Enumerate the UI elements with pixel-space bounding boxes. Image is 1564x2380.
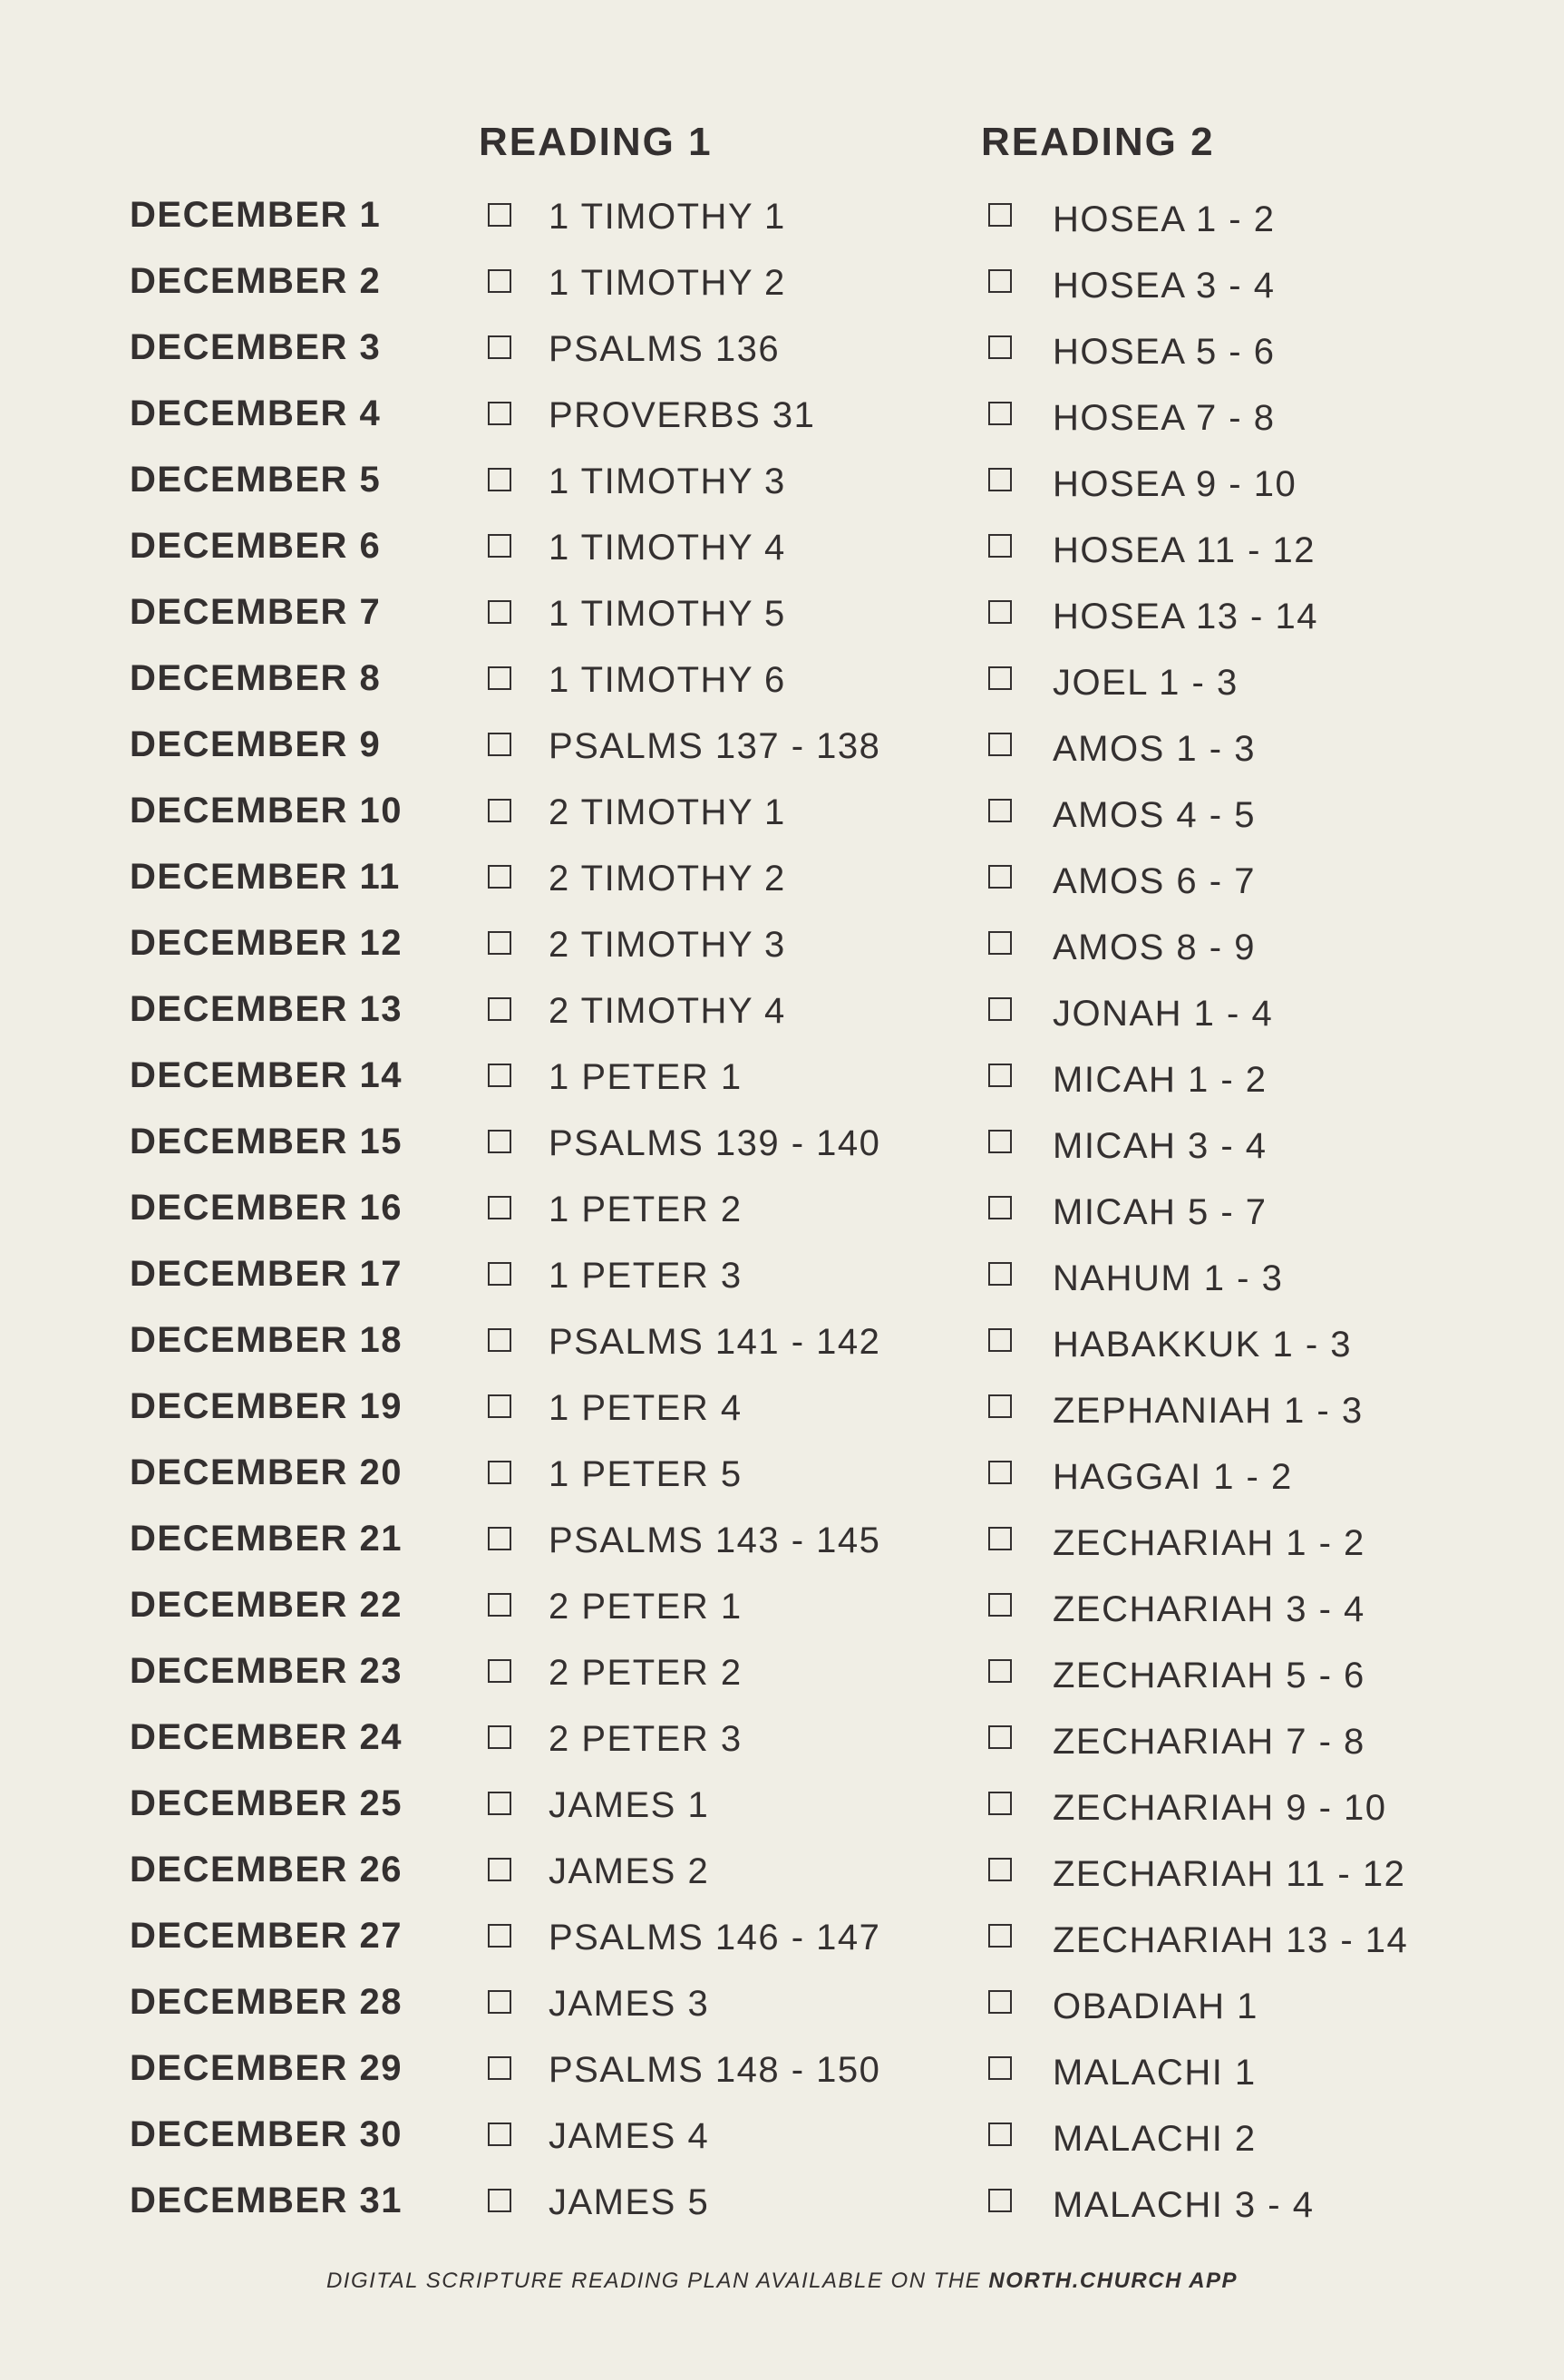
row-date: DECEMBER 11 [130, 857, 401, 897]
row-date: DECEMBER 27 [130, 1916, 403, 1956]
reading-1-checkbox[interactable] [488, 203, 511, 227]
reading-1-checkbox[interactable] [488, 1990, 511, 2014]
reading-2-text: OBADIAH 1 [1053, 1987, 1258, 2026]
schedule-row [0, 1445, 1564, 1511]
reading-2-checkbox[interactable] [988, 1858, 1012, 1881]
reading-2-text: HOSEA 9 - 10 [1053, 464, 1297, 504]
reading-2-checkbox[interactable] [988, 1527, 1012, 1550]
reading-1-text: 2 PETER 1 [549, 1587, 743, 1627]
reading-2-text: JONAH 1 - 4 [1053, 994, 1274, 1034]
row-date: DECEMBER 17 [130, 1254, 403, 1294]
row-date: DECEMBER 22 [130, 1585, 403, 1625]
reading-1-checkbox[interactable] [488, 269, 511, 293]
row-date: DECEMBER 20 [130, 1452, 403, 1492]
reading-1-checkbox[interactable] [488, 1924, 511, 1948]
reading-1-text: 1 TIMOTHY 2 [549, 263, 786, 303]
reading-1-checkbox[interactable] [488, 1394, 511, 1418]
reading-1-checkbox[interactable] [488, 1262, 511, 1286]
reading-1-text: 1 TIMOTHY 6 [549, 660, 786, 700]
reading-1-checkbox[interactable] [488, 2123, 511, 2146]
reading-2-checkbox[interactable] [988, 799, 1012, 822]
reading-2-text: JOEL 1 - 3 [1053, 663, 1239, 703]
row-date: DECEMBER 7 [130, 592, 382, 632]
reading-1-header: READING 1 [479, 120, 713, 164]
reading-1-checkbox[interactable] [488, 666, 511, 690]
column-headers [0, 115, 1564, 170]
reading-1-checkbox[interactable] [488, 1858, 511, 1881]
schedule-row [0, 651, 1564, 717]
reading-1-text: 1 TIMOTHY 1 [549, 197, 786, 237]
reading-2-checkbox[interactable] [988, 1593, 1012, 1617]
schedule-row [0, 1247, 1564, 1313]
reading-1-checkbox[interactable] [488, 2189, 511, 2212]
row-date: DECEMBER 2 [130, 261, 382, 301]
reading-1-checkbox[interactable] [488, 1328, 511, 1352]
reading-1-checkbox[interactable] [488, 468, 511, 491]
reading-1-text: 1 TIMOTHY 4 [549, 528, 786, 568]
reading-2-checkbox[interactable] [988, 468, 1012, 491]
footer-text: DIGITAL SCRIPTURE READING PLAN AVAILABLE ON THE [325, 2268, 989, 2293]
schedule-row [0, 916, 1564, 982]
reading-2-text: MALACHI 2 [1053, 2119, 1257, 2159]
row-date: DECEMBER 24 [130, 1717, 403, 1757]
row-date: DECEMBER 4 [130, 393, 382, 433]
row-date: DECEMBER 9 [130, 724, 382, 764]
reading-2-header: READING 2 [981, 120, 1215, 164]
row-date: DECEMBER 16 [130, 1188, 403, 1228]
reading-2-checkbox[interactable] [988, 1196, 1012, 1219]
schedule-row [0, 1114, 1564, 1180]
reading-2-text: HOSEA 13 - 14 [1053, 597, 1318, 636]
schedule-row [0, 1710, 1564, 1776]
reading-1-text: JAMES 4 [549, 2116, 710, 2156]
footer-app-name: NORTH.CHURCH APP [988, 2268, 1239, 2293]
reading-2-checkbox[interactable] [988, 2189, 1012, 2212]
reading-2-checkbox[interactable] [988, 1659, 1012, 1683]
reading-2-checkbox[interactable] [988, 1262, 1012, 1286]
reading-1-checkbox[interactable] [488, 1064, 511, 1087]
reading-1-text: PSALMS 141 - 142 [549, 1322, 881, 1362]
reading-2-checkbox[interactable] [988, 402, 1012, 425]
reading-2-checkbox[interactable] [988, 1792, 1012, 1815]
reading-2-text: HAGGAI 1 - 2 [1053, 1457, 1293, 1497]
schedule-row [0, 1180, 1564, 1247]
reading-1-text: 1 PETER 2 [549, 1190, 743, 1229]
reading-1-checkbox[interactable] [488, 931, 511, 955]
row-date: DECEMBER 10 [130, 791, 403, 831]
schedule-row [0, 1842, 1564, 1909]
reading-2-checkbox[interactable] [988, 2123, 1012, 2146]
reading-2-text: ZECHARIAH 11 - 12 [1053, 1854, 1406, 1894]
row-date: DECEMBER 18 [130, 1320, 403, 1360]
reading-2-checkbox[interactable] [988, 335, 1012, 359]
reading-2-text: MALACHI 1 [1053, 2053, 1257, 2093]
reading-2-checkbox[interactable] [988, 203, 1012, 227]
reading-1-checkbox[interactable] [488, 1659, 511, 1683]
reading-2-checkbox[interactable] [988, 1064, 1012, 1087]
row-date: DECEMBER 3 [130, 327, 382, 367]
reading-2-text: MICAH 3 - 4 [1053, 1126, 1268, 1166]
reading-1-checkbox[interactable] [488, 1792, 511, 1815]
footer-note [0, 2263, 1564, 2299]
row-date: DECEMBER 26 [130, 1850, 403, 1889]
reading-1-text: 1 TIMOTHY 5 [549, 594, 786, 634]
reading-1-checkbox[interactable] [488, 1461, 511, 1484]
reading-1-text: 2 TIMOTHY 1 [549, 792, 786, 832]
reading-1-checkbox[interactable] [488, 1196, 511, 1219]
schedule-row [0, 386, 1564, 452]
row-date: DECEMBER 14 [130, 1055, 403, 1095]
row-date: DECEMBER 25 [130, 1783, 403, 1823]
schedule-row [0, 1776, 1564, 1842]
reading-1-checkbox[interactable] [488, 1593, 511, 1617]
reading-1-text: 1 PETER 4 [549, 1388, 743, 1428]
reading-1-checkbox[interactable] [488, 2056, 511, 2080]
reading-2-text: HOSEA 11 - 12 [1053, 530, 1316, 570]
row-date: DECEMBER 6 [130, 526, 382, 566]
row-date: DECEMBER 21 [130, 1519, 403, 1559]
reading-2-checkbox[interactable] [988, 1461, 1012, 1484]
reading-1-text: 2 PETER 3 [549, 1719, 743, 1759]
row-date: DECEMBER 29 [130, 2048, 403, 2088]
reading-1-checkbox[interactable] [488, 1527, 511, 1550]
reading-2-checkbox[interactable] [988, 931, 1012, 955]
reading-2-text: HABAKKUK 1 - 3 [1053, 1325, 1353, 1365]
reading-1-text: PSALMS 146 - 147 [549, 1918, 881, 1957]
schedule-row [0, 1379, 1564, 1445]
reading-2-checkbox[interactable] [988, 1394, 1012, 1418]
reading-1-checkbox[interactable] [488, 733, 511, 756]
schedule-row [0, 585, 1564, 651]
reading-1-text: JAMES 1 [549, 1785, 710, 1825]
schedule-row [0, 850, 1564, 916]
reading-1-checkbox[interactable] [488, 997, 511, 1021]
row-date: DECEMBER 5 [130, 460, 382, 500]
reading-1-text: PSALMS 136 [549, 329, 781, 369]
schedule-row [0, 519, 1564, 585]
row-date: DECEMBER 15 [130, 1122, 403, 1161]
reading-1-checkbox[interactable] [488, 534, 511, 558]
reading-2-text: ZECHARIAH 1 - 2 [1053, 1523, 1365, 1563]
reading-1-text: JAMES 2 [549, 1851, 710, 1891]
schedule-row [0, 717, 1564, 783]
reading-2-checkbox[interactable] [988, 1924, 1012, 1948]
row-date: DECEMBER 8 [130, 658, 382, 698]
reading-2-text: HOSEA 7 - 8 [1053, 398, 1276, 438]
reading-2-text: ZECHARIAH 5 - 6 [1053, 1656, 1365, 1695]
reading-1-text: PROVERBS 31 [549, 395, 816, 435]
schedule-row [0, 982, 1564, 1048]
reading-1-text: PSALMS 148 - 150 [549, 2050, 881, 2090]
reading-2-checkbox[interactable] [988, 865, 1012, 889]
schedule-row [0, 1578, 1564, 1644]
reading-schedule [0, 188, 1564, 2239]
reading-2-text: ZEPHANIAH 1 - 3 [1053, 1391, 1364, 1431]
row-date: DECEMBER 13 [130, 989, 403, 1029]
schedule-row [0, 188, 1564, 254]
reading-2-text: HOSEA 3 - 4 [1053, 266, 1276, 306]
reading-2-checkbox[interactable] [988, 269, 1012, 293]
row-date: DECEMBER 23 [130, 1651, 403, 1691]
reading-2-checkbox[interactable] [988, 534, 1012, 558]
reading-2-checkbox[interactable] [988, 733, 1012, 756]
reading-2-text: ZECHARIAH 7 - 8 [1053, 1722, 1365, 1762]
schedule-row [0, 1909, 1564, 1975]
reading-1-checkbox[interactable] [488, 1725, 511, 1749]
reading-1-checkbox[interactable] [488, 402, 511, 425]
schedule-row [0, 2107, 1564, 2173]
schedule-row [0, 2173, 1564, 2239]
reading-2-checkbox[interactable] [988, 600, 1012, 624]
reading-1-text: 1 PETER 5 [549, 1454, 743, 1494]
schedule-row [0, 1048, 1564, 1114]
reading-2-text: AMOS 8 - 9 [1053, 928, 1256, 967]
reading-1-text: 1 TIMOTHY 3 [549, 461, 786, 501]
reading-1-text: PSALMS 139 - 140 [549, 1123, 881, 1163]
reading-1-text: JAMES 5 [549, 2182, 710, 2222]
reading-1-checkbox[interactable] [488, 1130, 511, 1153]
reading-2-text: ZECHARIAH 13 - 14 [1053, 1920, 1409, 1960]
reading-2-checkbox[interactable] [988, 1990, 1012, 2014]
reading-1-checkbox[interactable] [488, 799, 511, 822]
reading-2-checkbox[interactable] [988, 666, 1012, 690]
reading-1-text: 1 PETER 3 [549, 1256, 743, 1296]
reading-2-checkbox[interactable] [988, 1725, 1012, 1749]
reading-1-text: 2 PETER 2 [549, 1653, 743, 1693]
reading-2-text: MALACHI 3 - 4 [1053, 2185, 1315, 2225]
schedule-row [0, 1975, 1564, 2041]
reading-2-text: ZECHARIAH 9 - 10 [1053, 1788, 1387, 1828]
reading-2-text: AMOS 1 - 3 [1053, 729, 1256, 769]
reading-2-text: MICAH 1 - 2 [1053, 1060, 1268, 1100]
reading-1-checkbox[interactable] [488, 865, 511, 889]
reading-2-text: HOSEA 1 - 2 [1053, 199, 1276, 239]
reading-2-text: MICAH 5 - 7 [1053, 1192, 1268, 1232]
reading-1-text: JAMES 3 [549, 1984, 710, 2024]
reading-2-text: AMOS 6 - 7 [1053, 861, 1256, 901]
reading-1-text: 2 TIMOTHY 4 [549, 991, 786, 1031]
row-date: DECEMBER 19 [130, 1386, 403, 1426]
schedule-row [0, 452, 1564, 519]
reading-2-text: ZECHARIAH 3 - 4 [1053, 1589, 1365, 1629]
reading-1-checkbox[interactable] [488, 335, 511, 359]
reading-1-checkbox[interactable] [488, 600, 511, 624]
row-date: DECEMBER 31 [130, 2181, 403, 2220]
reading-1-text: 2 TIMOTHY 3 [549, 925, 786, 965]
reading-1-text: PSALMS 137 - 138 [549, 726, 881, 766]
reading-2-checkbox[interactable] [988, 1130, 1012, 1153]
reading-2-text: AMOS 4 - 5 [1053, 795, 1256, 835]
reading-1-text: PSALMS 143 - 145 [549, 1520, 881, 1560]
row-date: DECEMBER 28 [130, 1982, 403, 2022]
reading-2-text: NAHUM 1 - 3 [1053, 1258, 1284, 1298]
reading-1-text: 1 PETER 1 [549, 1057, 743, 1097]
schedule-row [0, 254, 1564, 320]
row-date: DECEMBER 12 [130, 923, 403, 963]
row-date: DECEMBER 1 [130, 195, 382, 235]
schedule-row [0, 1313, 1564, 1379]
reading-2-checkbox[interactable] [988, 2056, 1012, 2080]
schedule-row [0, 1644, 1564, 1710]
schedule-row [0, 783, 1564, 850]
schedule-row [0, 320, 1564, 386]
schedule-row [0, 1511, 1564, 1578]
reading-1-text: 2 TIMOTHY 2 [549, 859, 786, 899]
schedule-row [0, 2041, 1564, 2107]
row-date: DECEMBER 30 [130, 2114, 403, 2154]
reading-2-checkbox[interactable] [988, 1328, 1012, 1352]
reading-2-text: HOSEA 5 - 6 [1053, 332, 1276, 372]
reading-2-checkbox[interactable] [988, 997, 1012, 1021]
